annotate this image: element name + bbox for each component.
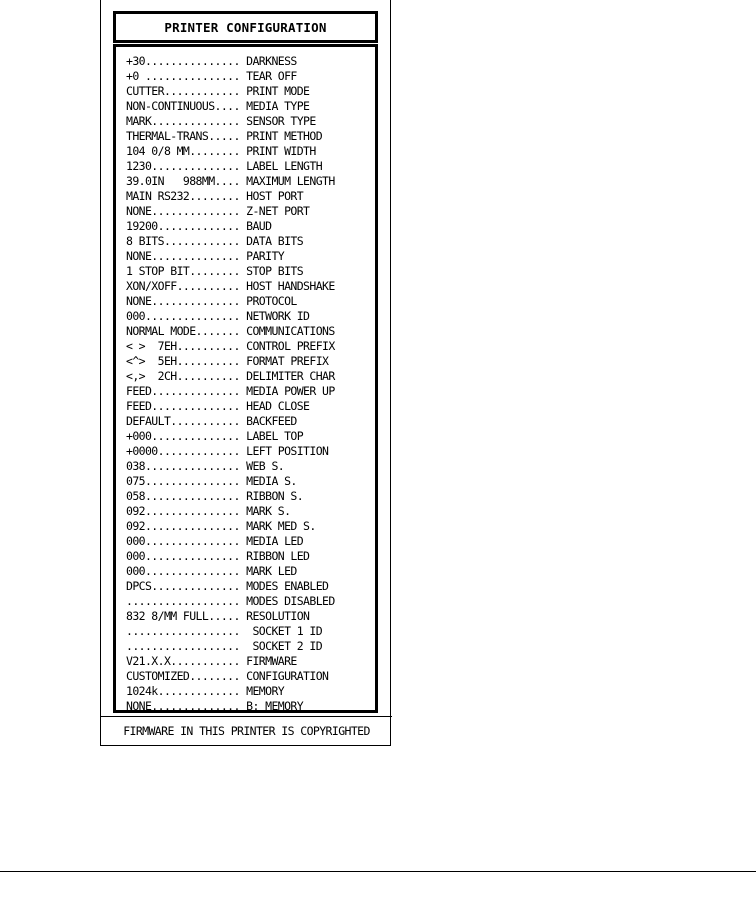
setting-row: 832 8/MM FULL..... RESOLUTION [126, 609, 310, 623]
setting-row: .................. SOCKET 2 ID [126, 639, 323, 653]
printer-configuration-label [100, 0, 391, 746]
setting-row: 058............... RIBBON S. [126, 489, 304, 503]
setting-row: 038............... WEB S. [126, 459, 285, 473]
setting-row: +000.............. LABEL TOP [126, 429, 304, 443]
setting-row: 104 0/8 MM........ PRINT WIDTH [126, 144, 316, 158]
setting-row: NONE.............. PROTOCOL [126, 294, 297, 308]
setting-row: 1230.............. LABEL LENGTH [126, 159, 323, 173]
setting-row: MAIN RS232........ HOST PORT [126, 189, 304, 203]
setting-row: +0000............. LEFT POSITION [126, 444, 329, 458]
settings-box [113, 44, 378, 713]
setting-row: +30............... DARKNESS [126, 54, 297, 68]
setting-row: < > 7EH.......... CONTROL PREFIX [126, 339, 335, 353]
setting-row: 19200............. BAUD [126, 219, 272, 233]
setting-row: NONE.............. B: MEMORY [126, 699, 304, 713]
setting-row: .................. SOCKET 1 ID [126, 624, 323, 638]
setting-row: +0 ............... TEAR OFF [126, 69, 297, 83]
setting-row: .................. MODES DISABLED [126, 594, 335, 608]
setting-row: XON/XOFF.......... HOST HANDSHAKE [126, 279, 335, 293]
page-bottom-rule [0, 871, 756, 872]
setting-row: NORMAL MODE....... COMMUNICATIONS [126, 324, 335, 338]
setting-row: V21.X.X........... FIRMWARE [126, 654, 297, 668]
setting-row: 8 BITS............ DATA BITS [126, 234, 304, 248]
setting-row: 1 STOP BIT........ STOP BITS [126, 264, 304, 278]
setting-row: CUSTOMIZED........ CONFIGURATION [126, 669, 329, 683]
setting-row: THERMAL-TRANS..... PRINT METHOD [126, 129, 323, 143]
setting-row: FEED.............. HEAD CLOSE [126, 399, 310, 413]
setting-row: <^> 5EH.......... FORMAT PREFIX [126, 354, 329, 368]
setting-row: NONE.............. PARITY [126, 249, 285, 263]
setting-row: NON-CONTINUOUS.... MEDIA TYPE [126, 99, 310, 113]
setting-row: 000............... MEDIA LED [126, 534, 304, 548]
setting-row: 000............... RIBBON LED [126, 549, 310, 563]
setting-row: DPCS.............. MODES ENABLED [126, 579, 329, 593]
setting-row: 092............... MARK S. [126, 504, 291, 518]
setting-row: <,> 2CH.......... DELIMITER CHAR [126, 369, 335, 383]
setting-row: DEFAULT........... BACKFEED [126, 414, 297, 428]
label-title: PRINTER CONFIGURATION [164, 19, 327, 35]
setting-row: 000............... NETWORK ID [126, 309, 310, 323]
copyright-text: FIRMWARE IN THIS PRINTER IS COPYRIGHTED [123, 724, 370, 738]
setting-row: 000............... MARK LED [126, 564, 297, 578]
setting-row: 092............... MARK MED S. [126, 519, 316, 533]
setting-row: 1024k............. MEMORY [126, 684, 285, 698]
settings-list [126, 54, 335, 714]
setting-row: 39.0IN 988MM.... MAXIMUM LENGTH [126, 174, 335, 188]
setting-row: MARK.............. SENSOR TYPE [126, 114, 316, 128]
copyright-footer [101, 716, 392, 745]
label-title-box [113, 11, 378, 43]
setting-row: NONE.............. Z-NET PORT [126, 204, 310, 218]
setting-row: FEED.............. MEDIA POWER UP [126, 384, 335, 398]
setting-row: 075............... MEDIA S. [126, 474, 297, 488]
setting-row: CUTTER............ PRINT MODE [126, 84, 310, 98]
